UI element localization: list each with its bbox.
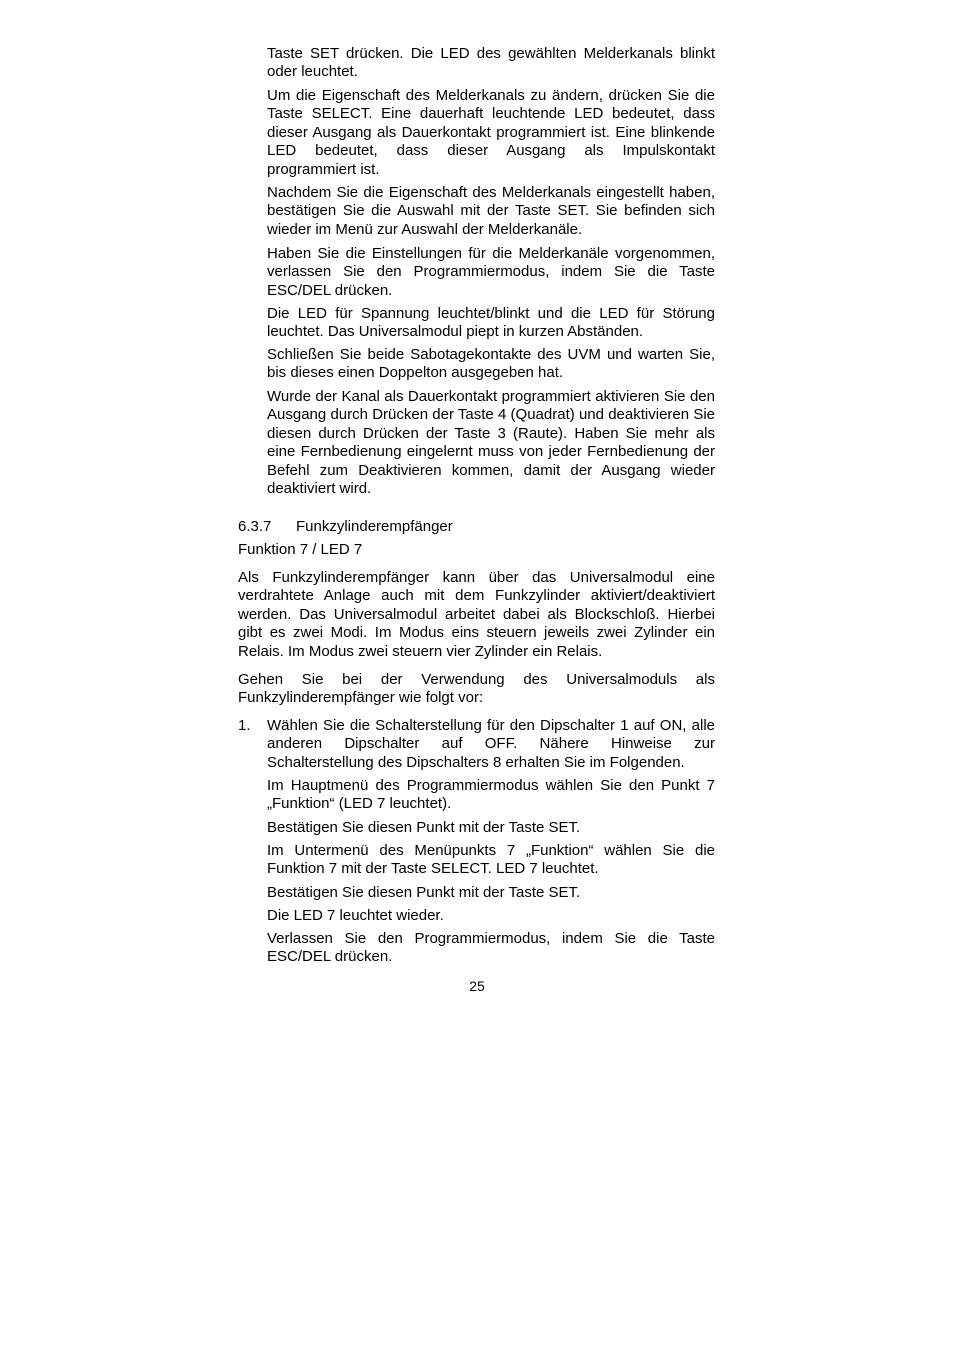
list-step-6: Verlassen Sie den Programmiermodus, indem Sie die Taste ESC/DEL drücken.	[267, 930, 715, 966]
body-paragraph-2: Gehen Sie bei der Verwendung des Universalmoduls als Funkzylinderempfänger wie folgt vor:	[238, 671, 715, 707]
section-subtitle: Funktion 7 / LED 7	[238, 541, 363, 558]
continued-paragraph-3: Nachdem Sie die Eigenschaft des Melderkanals eingestellt haben, bestätigen Sie die Auswahl mit der Taste SET. Sie befinden sich wieder im Menü zur Auswahl der Melderkanäle.	[267, 184, 715, 238]
list-item-text: Wählen Sie die Schalterstellung für den Dipschalter 1 auf ON, alle anderen Dipschalter auf OFF. Nähere Hinweise zur Schalterstellung des Dipschalters 8 erhalten Sie im Folgenden.	[267, 717, 715, 771]
section-number: 6.3.7	[238, 518, 272, 535]
continued-paragraph-1: Taste SET drücken. Die LED des gewählten Melderkanals blinkt oder leuchtet.	[267, 45, 715, 81]
list-step-1: Im Hauptmenü des Programmiermodus wählen Sie den Punkt 7 „Funktion“ (LED 7 leuchtet).	[267, 777, 715, 813]
continued-paragraph-4: Haben Sie die Einstellungen für die Melderkanäle vorgenommen, verlassen Sie den Programmiermodus, indem Sie die Taste ESC/DEL drücken.	[267, 245, 715, 299]
list-step-4: Bestätigen Sie diesen Punkt mit der Taste SET.	[267, 884, 581, 901]
section-heading	[238, 518, 453, 536]
list-step-3: Im Untermenü des Menüpunkts 7 „Funktion“ wählen Sie die Funktion 7 mit der Taste SELECT. LED 7 leuchtet.	[267, 842, 715, 878]
continued-paragraph-5: Die LED für Spannung leuchtet/blinkt und die LED für Störung leuchtet. Das Universalmodul piept in kurzen Abständen.	[267, 305, 715, 341]
body-paragraph-1: Als Funkzylinderempfänger kann über das Universalmodul eine verdrahtete Anlage auch mit dem Funkzylinder aktiviert/deaktiviert werden. Das Universalmodul arbeitet dabei als Blockschloß. Hierbei gibt es zwei Modi. Im Modus eins steuern jeweils zwei Zylinder ein Relais. Im Modus zwei steuern vier Zylinder ein Relais.	[238, 569, 715, 660]
page-number: 25	[469, 978, 485, 994]
section-title: Funkzylinderempfänger	[296, 518, 453, 535]
list-step-5: Die LED 7 leuchtet wieder.	[267, 907, 444, 924]
list-marker: 1.	[238, 717, 251, 734]
list-step-2: Bestätigen Sie diesen Punkt mit der Taste SET.	[267, 819, 581, 836]
continued-paragraph-7: Wurde der Kanal als Dauerkontakt programmiert aktivieren Sie den Ausgang durch Drücken der Taste 4 (Quadrat) und deaktivieren Sie diesen durch Drücken der Taste 3 (Raute). Haben Sie mehr als eine Fernbedienung eingelernt muss von jeder Fernbedienung der Befehl zum Deaktivieren kommen, damit der Ausgang wieder deaktiviert wird.	[267, 388, 715, 498]
continued-paragraph-2: Um die Eigenschaft des Melderkanals zu ändern, drücken Sie die Taste SELECT. Eine dauerhaft leuchtende LED bedeutet, dass dieser Ausgang als Dauerkontakt programmiert ist. Eine blinkende LED bedeutet, dass dieser Ausgang als Impulskontakt programmiert ist.	[267, 87, 715, 178]
continued-paragraph-6: Schließen Sie beide Sabotagekontakte des UVM und warten Sie, bis dieses einen Doppelton ausgegeben hat.	[267, 346, 715, 382]
